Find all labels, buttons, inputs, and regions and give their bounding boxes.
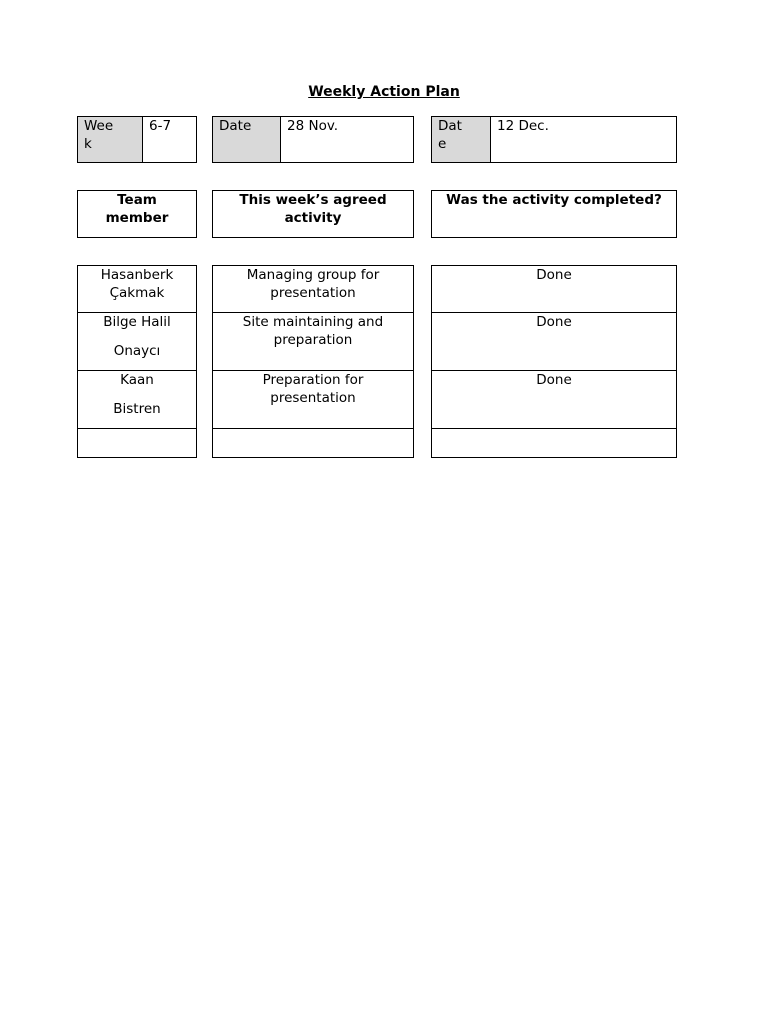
member-cell-empty: [78, 429, 197, 458]
week-value: 6-7: [143, 117, 197, 163]
date-start-value: 28 Nov.: [281, 117, 414, 163]
status-cell: Done: [432, 313, 677, 371]
date-start-box: [212, 116, 414, 163]
activity-line2: preparation: [273, 332, 353, 348]
header-member-line1: Team: [117, 192, 157, 208]
week-label-line2: k: [84, 136, 92, 152]
member-line2: Bistren: [113, 401, 161, 417]
header-completed-box: [431, 190, 677, 238]
member-column: [77, 265, 197, 458]
header-activity-box: [212, 190, 414, 238]
activity-cell-empty: [213, 429, 414, 458]
week-box: [77, 116, 197, 163]
status-cell: Done: [432, 266, 677, 313]
status-cell: Done: [432, 371, 677, 429]
member-line1: Bilge Halil: [103, 314, 171, 330]
activity-cell: [213, 313, 414, 371]
member-cell: [78, 313, 197, 371]
date-end-value: 12 Dec.: [491, 117, 677, 163]
member-line1: Hasanberk: [100, 267, 174, 283]
activity-line2: presentation: [270, 285, 356, 301]
week-label-line1: Wee: [84, 118, 114, 134]
header-completed: Was the activity completed?: [432, 191, 677, 238]
activity-line1: Site maintaining and: [242, 314, 384, 330]
member-line2: Çakmak: [109, 285, 165, 301]
header-member: [78, 191, 197, 238]
week-label: [78, 117, 143, 163]
completed-column: [431, 265, 677, 458]
date-end-label-line1: Dat: [438, 118, 462, 134]
date-end-label: [432, 117, 491, 163]
activity-line1: Managing group for: [246, 267, 380, 283]
activity-cell: [213, 371, 414, 429]
member-line2: Onaycı: [113, 343, 161, 359]
date-end-box: [431, 116, 677, 163]
header-member-box: [77, 190, 197, 238]
member-cell: [78, 266, 197, 313]
date-start-label: Date: [213, 117, 281, 163]
header-activity-line1: This week’s agreed: [239, 192, 387, 208]
activity-line1: Preparation for: [262, 372, 364, 388]
member-cell: [78, 371, 197, 429]
page-title: Weekly Action Plan: [308, 84, 460, 100]
activity-line2: presentation: [270, 390, 356, 406]
date-end-label-line2: e: [438, 136, 447, 152]
header-activity-line2: activity: [284, 210, 342, 226]
activity-column: [212, 265, 414, 458]
activity-cell: [213, 266, 414, 313]
header-member-line2: member: [105, 210, 169, 226]
header-activity: [213, 191, 414, 238]
status-cell-empty: [432, 429, 677, 458]
member-line1: Kaan: [120, 372, 154, 388]
